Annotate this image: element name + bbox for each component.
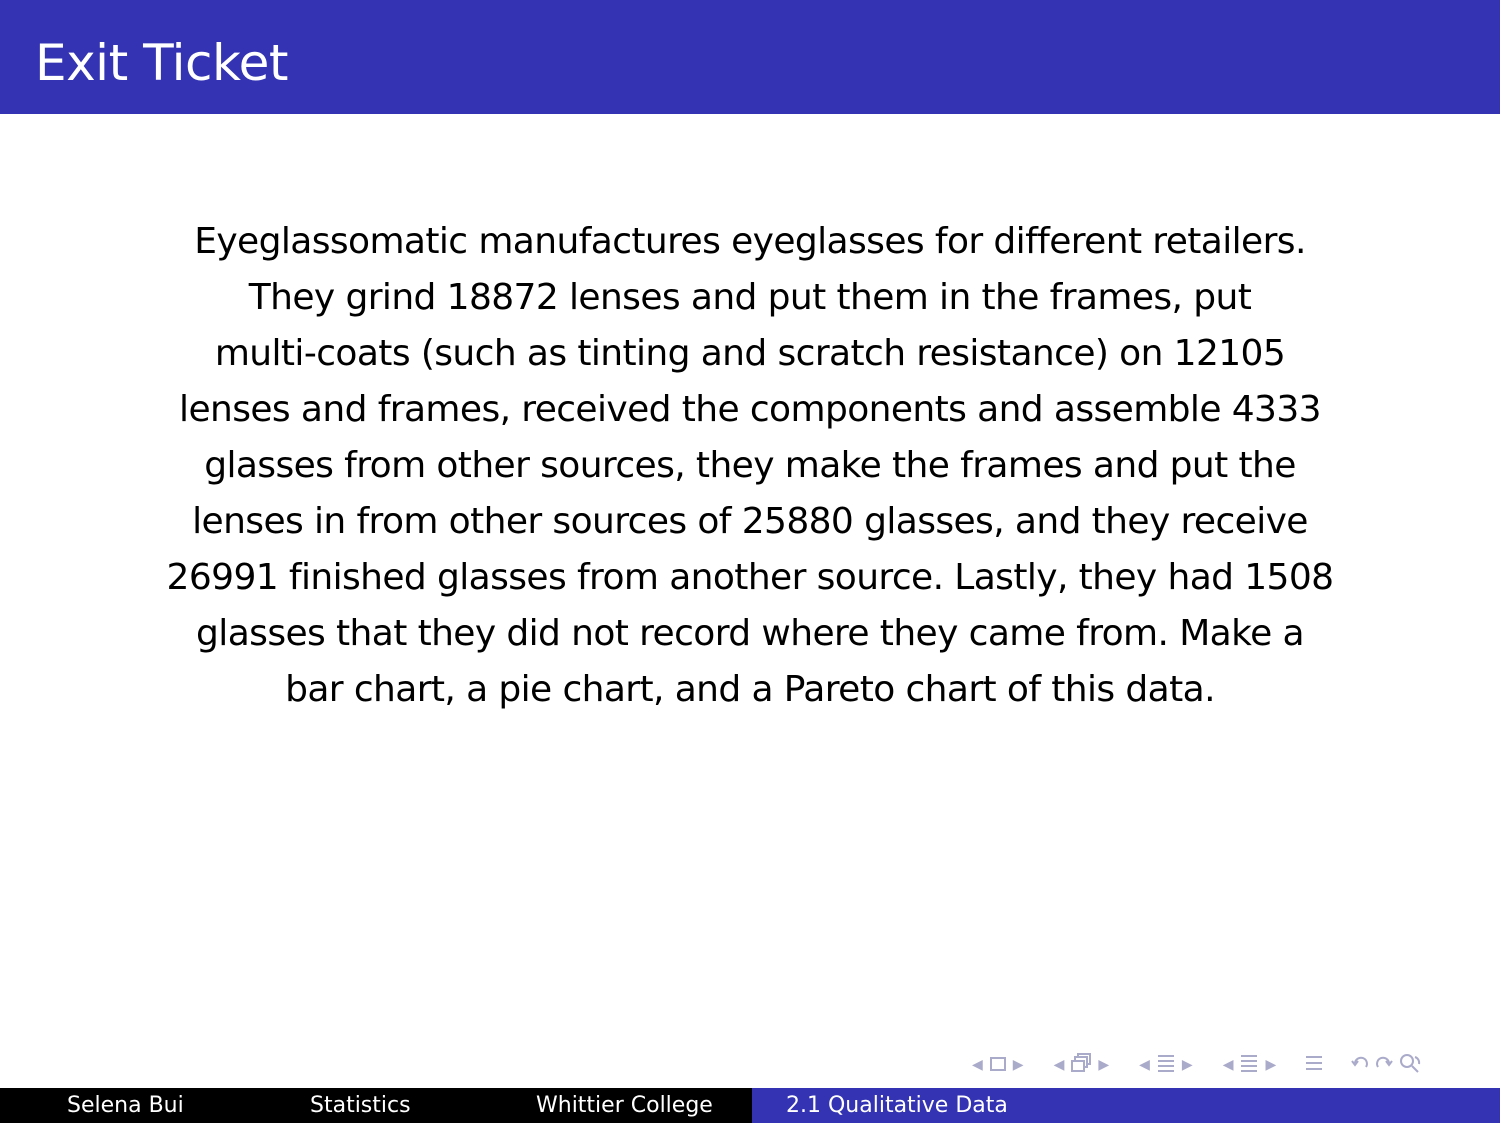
footer-author-cell [0, 1088, 250, 1123]
body-line: They grind 18872 lenses and put them in the frames, put [248, 277, 1252, 318]
footer-author: Selena Bui [67, 1093, 184, 1118]
body-line: bar chart, a pie chart, and a Pareto chart of this data. [285, 669, 1215, 710]
section-nav-2 [1219, 1053, 1281, 1078]
body-line: lenses and frames, received the components and assemble 4333 [179, 389, 1321, 430]
slide-footer [0, 1088, 1500, 1123]
next-subsection-icon[interactable]: ▶ [1098, 1057, 1110, 1073]
body-line: glasses from other sources, they make the frames and put the [204, 445, 1296, 486]
prev-section-icon[interactable]: ◀ [1139, 1057, 1150, 1073]
body-line: 26991 finished glasses from another source. Lastly, they had 1508 [166, 557, 1334, 598]
align-icon[interactable] [1302, 1053, 1326, 1078]
search-icon[interactable] [1396, 1052, 1424, 1079]
footer-course: Statistics [310, 1093, 411, 1118]
prev-section-icon[interactable]: ◀ [1222, 1057, 1234, 1073]
subsection-icon[interactable] [1068, 1053, 1094, 1078]
next-frame-icon[interactable]: ▶ [1012, 1057, 1024, 1073]
footer-section: 2.1 Qualitative Data [786, 1093, 1008, 1118]
beamer-navigation [968, 1050, 1424, 1080]
section-icon[interactable] [1154, 1053, 1178, 1078]
slide-body [100, 214, 1400, 718]
frame-icon[interactable] [987, 1053, 1009, 1077]
body-line: Eyeglassomatic manufactures eyeglasses for different retailers. [194, 221, 1306, 262]
body-line: glasses that they did not record where they came from. Make a [196, 613, 1304, 654]
body-line: multi-coats (such as tinting and scratch resistance) on 12105 [214, 333, 1286, 374]
back-icon[interactable] [1348, 1053, 1372, 1078]
footer-institution: Whittier College [536, 1093, 713, 1118]
align-nav [1302, 1053, 1326, 1078]
slide-header [0, 0, 1500, 114]
frame-nav [968, 1053, 1028, 1077]
history-nav [1348, 1052, 1424, 1079]
footer-course-cell [250, 1088, 500, 1123]
footer-section-cell [752, 1088, 1500, 1123]
next-section-icon[interactable]: ▶ [1265, 1057, 1277, 1073]
section-nav-1 [1135, 1053, 1197, 1078]
next-section-icon[interactable]: ▶ [1181, 1057, 1193, 1073]
footer-institution-cell [500, 1088, 752, 1123]
section-icon[interactable] [1237, 1053, 1261, 1078]
slide-title: Exit Ticket [35, 34, 288, 92]
subsection-nav [1050, 1053, 1114, 1078]
prev-frame-icon[interactable]: ◀ [972, 1057, 983, 1073]
prev-subsection-icon[interactable]: ◀ [1053, 1057, 1065, 1073]
body-line: lenses in from other sources of 25880 glasses, and they receive [192, 501, 1308, 542]
forward-icon[interactable] [1372, 1053, 1396, 1078]
